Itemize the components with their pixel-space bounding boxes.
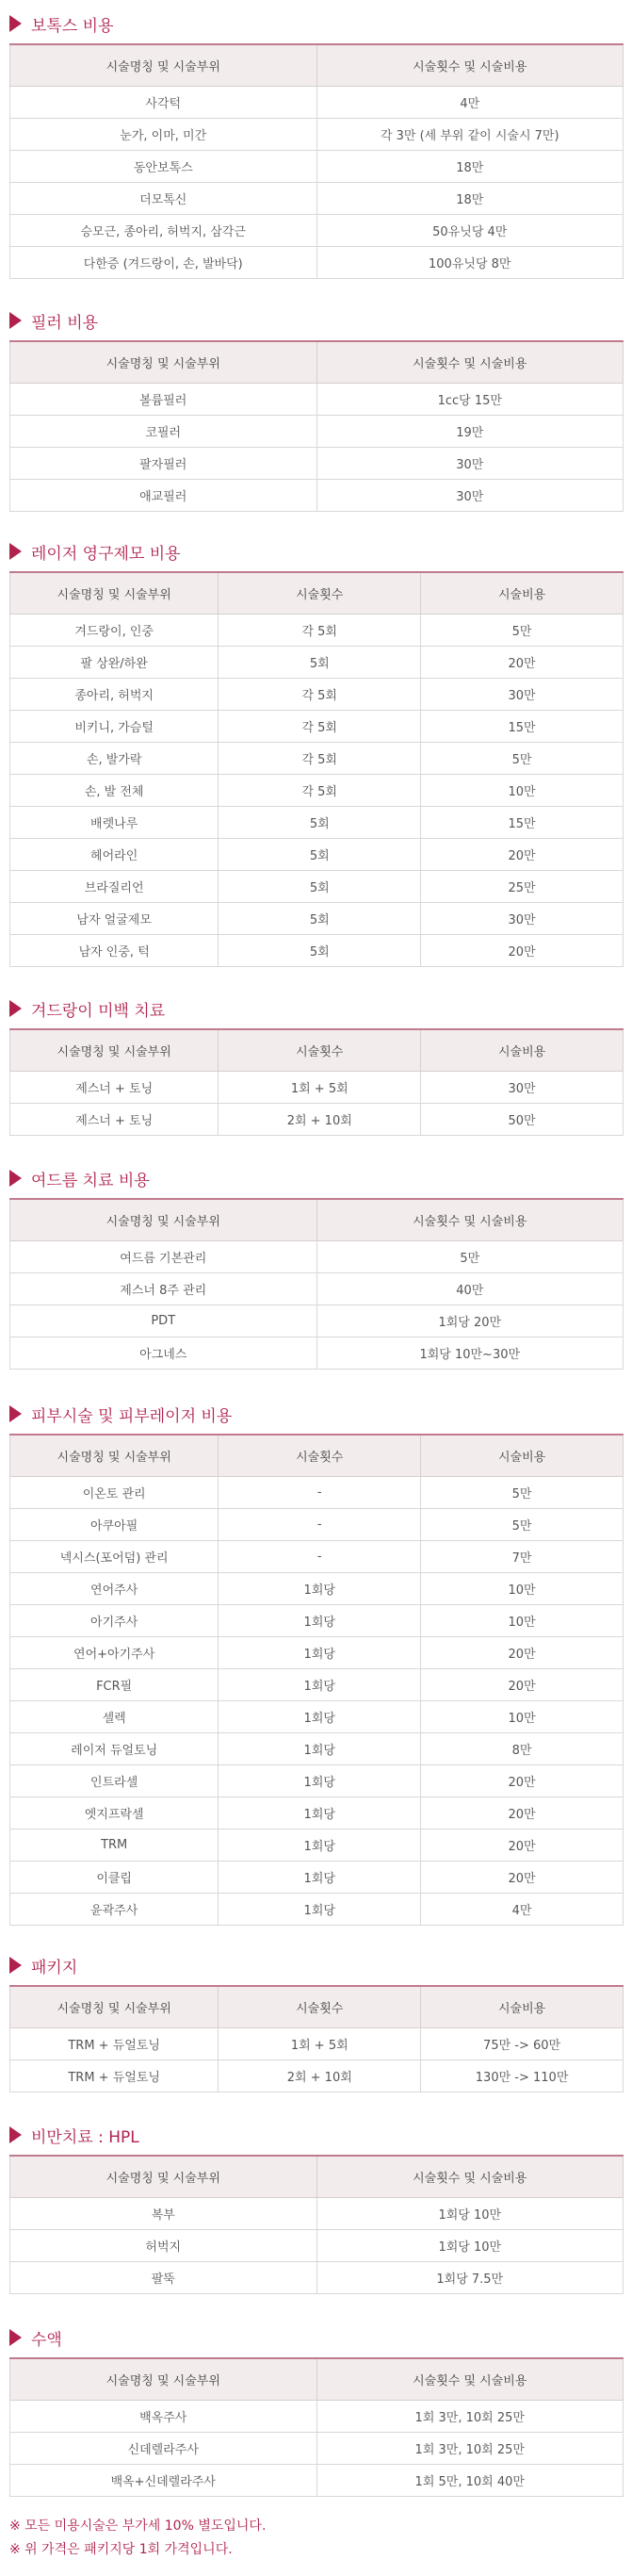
table-cell: 1회 + 5회 (219, 2028, 421, 2060)
table-cell: 1회당 10만 (316, 2230, 624, 2262)
table-row (10, 1862, 624, 1894)
table-cell: 4만 (421, 1894, 624, 1926)
table-row (10, 807, 624, 839)
table-row (10, 1509, 624, 1541)
price-section (0, 9, 632, 279)
table-cell: 1회당 (219, 1797, 421, 1829)
price-section (0, 2121, 632, 2294)
column-header: 시술비용 (421, 1435, 624, 1477)
section-title-text: 수액 (31, 2330, 62, 2350)
table-cell: 손, 발가락 (10, 743, 219, 775)
table-row (10, 1573, 624, 1605)
table-row (10, 1477, 624, 1509)
triangle-bullet-icon (9, 543, 22, 560)
price-table (9, 43, 624, 279)
table-cell: 20만 (421, 647, 624, 679)
price-section (0, 1951, 632, 2092)
table-cell: 볼륨필러 (10, 384, 317, 416)
table-cell: 윤곽주사 (10, 1894, 219, 1926)
table-row (10, 647, 624, 679)
price-section (0, 306, 632, 512)
table-cell: 1회당 (219, 1862, 421, 1894)
table-cell: 코필러 (10, 416, 317, 448)
table-row (10, 1072, 624, 1104)
table-row (10, 1733, 624, 1765)
table-cell: 18만 (316, 151, 624, 183)
table-row (10, 87, 624, 119)
table-cell: 30만 (421, 903, 624, 935)
column-header: 시술횟수 및 시술비용 (316, 2358, 624, 2401)
column-header: 시술명칭 및 시술부위 (10, 1435, 219, 1477)
table-cell: 10만 (421, 1573, 624, 1605)
table-row (10, 1669, 624, 1701)
table-row (10, 839, 624, 871)
table-cell: 아기주사 (10, 1605, 219, 1637)
column-header: 시술비용 (421, 1029, 624, 1072)
table-row (10, 1541, 624, 1573)
price-section (0, 537, 632, 967)
table-cell: TRM (10, 1829, 219, 1862)
price-table (9, 2155, 624, 2294)
table-cell: 2회 + 10회 (219, 1104, 421, 1136)
price-table (9, 571, 624, 967)
table-header-row (10, 1199, 624, 1241)
triangle-bullet-icon (9, 1000, 22, 1017)
table-cell: 아쿠아필 (10, 1509, 219, 1541)
table-cell: 넥시스(포어덤) 관리 (10, 1541, 219, 1573)
table-cell: 1회 3만, 10회 25만 (316, 2433, 624, 2465)
section-title (0, 9, 632, 38)
table-row (10, 1305, 624, 1337)
table-row (10, 2060, 624, 2092)
table-row (10, 2028, 624, 2060)
column-header: 시술횟수 (219, 572, 421, 615)
table-cell: 75만 -> 60만 (421, 2028, 624, 2060)
table-cell: 5회 (219, 935, 421, 967)
table-cell: 제스너 + 토닝 (10, 1104, 219, 1136)
table-cell: 50만 (421, 1104, 624, 1136)
table-cell: TRM + 듀얼토닝 (10, 2028, 219, 2060)
table-cell: 5회 (219, 903, 421, 935)
table-cell: 셀렉 (10, 1701, 219, 1733)
table-cell: 복부 (10, 2198, 317, 2230)
section-title-text: 겨드랑이 미백 치료 (31, 1001, 166, 1021)
table-cell: 20만 (421, 1797, 624, 1829)
table-cell: 19만 (316, 416, 624, 448)
table-header-row (10, 44, 624, 87)
price-section (0, 994, 632, 1136)
table-cell: 허벅지 (10, 2230, 317, 2262)
table-cell: 1회 + 5회 (219, 1072, 421, 1104)
table-row (10, 1797, 624, 1829)
table-cell: 남자 인중, 턱 (10, 935, 219, 967)
table-cell: 신데렐라주사 (10, 2433, 317, 2465)
table-cell: 5만 (421, 1509, 624, 1541)
table-row (10, 215, 624, 247)
table-cell: 종아리, 허벅지 (10, 679, 219, 711)
table-row (10, 1829, 624, 1862)
section-title-text: 여드름 치료 비용 (31, 1171, 150, 1190)
table-cell: 팔 상완/하완 (10, 647, 219, 679)
price-table (9, 2357, 624, 2497)
table-cell: 1회당 (219, 1829, 421, 1862)
table-cell: 연어+아기주사 (10, 1637, 219, 1669)
table-row (10, 183, 624, 215)
table-cell: 100유닛당 8만 (316, 247, 624, 279)
table-row (10, 1765, 624, 1797)
section-title-text: 패키지 (31, 1958, 78, 1977)
table-row (10, 247, 624, 279)
table-row (10, 416, 624, 448)
table-row (10, 1701, 624, 1733)
table-cell: 각 3만 (세 부위 같이 시술시 7만) (316, 119, 624, 151)
column-header: 시술명칭 및 시술부위 (10, 1199, 317, 1241)
table-header-row (10, 2358, 624, 2401)
triangle-bullet-icon (9, 15, 22, 32)
table-cell: 여드름 기본관리 (10, 1241, 317, 1273)
section-title (0, 1400, 632, 1428)
column-header: 시술명칭 및 시술부위 (10, 1986, 219, 2028)
triangle-bullet-icon (9, 1405, 22, 1422)
table-row (10, 2401, 624, 2433)
table-cell: 1회당 (219, 1894, 421, 1926)
table-cell: 15만 (421, 807, 624, 839)
table-cell: 10만 (421, 775, 624, 807)
table-cell: 1cc당 15만 (316, 384, 624, 416)
price-table (9, 1434, 624, 1926)
price-section (0, 1400, 632, 1926)
table-cell: 제스너 8주 관리 (10, 1273, 317, 1305)
table-row (10, 448, 624, 480)
section-title-text: 레이저 영구제모 비용 (31, 544, 181, 564)
table-cell: 인트라셀 (10, 1765, 219, 1797)
table-cell: 18만 (316, 183, 624, 215)
column-header: 시술횟수 (219, 1435, 421, 1477)
table-cell: 1회당 10만 (316, 2198, 624, 2230)
table-cell: 1회당 10만~30만 (316, 1337, 624, 1370)
table-cell: 백옥주사 (10, 2401, 317, 2433)
column-header: 시술횟수 및 시술비용 (316, 2156, 624, 2198)
table-row (10, 1605, 624, 1637)
table-row (10, 2433, 624, 2465)
table-cell: 각 5회 (219, 743, 421, 775)
price-table (9, 1985, 624, 2092)
section-title (0, 1164, 632, 1192)
triangle-bullet-icon (9, 1170, 22, 1187)
table-cell: - (219, 1509, 421, 1541)
price-table (9, 1028, 624, 1136)
table-cell: 130만 -> 110만 (421, 2060, 624, 2092)
table-header-row (10, 1029, 624, 1072)
table-cell: 1회당 (219, 1669, 421, 1701)
table-cell: 헤어라인 (10, 839, 219, 871)
section-title (0, 1951, 632, 1979)
table-cell: 20만 (421, 839, 624, 871)
table-cell: 1회당 (219, 1637, 421, 1669)
table-cell: 겨드랑이, 인중 (10, 615, 219, 647)
column-header: 시술명칭 및 시술부위 (10, 44, 317, 87)
table-cell: PDT (10, 1305, 317, 1337)
column-header: 시술명칭 및 시술부위 (10, 2156, 317, 2198)
table-cell: 30만 (421, 1072, 624, 1104)
section-title (0, 537, 632, 566)
table-row (10, 679, 624, 711)
column-header: 시술비용 (421, 572, 624, 615)
table-row (10, 384, 624, 416)
table-cell: 5회 (219, 871, 421, 903)
triangle-bullet-icon (9, 1957, 22, 1974)
table-cell: 30만 (421, 679, 624, 711)
column-header: 시술명칭 및 시술부위 (10, 2358, 317, 2401)
table-header-row (10, 341, 624, 384)
table-row (10, 871, 624, 903)
table-cell: 10만 (421, 1701, 624, 1733)
table-row (10, 2465, 624, 2497)
table-cell: 1회당 20만 (316, 1305, 624, 1337)
table-row (10, 935, 624, 967)
column-header: 시술명칭 및 시술부위 (10, 341, 317, 384)
table-row (10, 615, 624, 647)
footnotes (0, 2515, 266, 2562)
section-title (0, 2121, 632, 2149)
table-cell: 레이저 듀얼토닝 (10, 1733, 219, 1765)
table-cell: 5회 (219, 647, 421, 679)
section-title (0, 994, 632, 1023)
table-cell: 20만 (421, 935, 624, 967)
price-section (0, 2323, 632, 2497)
table-row (10, 775, 624, 807)
table-cell: 팔뚝 (10, 2262, 317, 2294)
column-header: 시술명칭 및 시술부위 (10, 572, 219, 615)
price-section (0, 1164, 632, 1370)
table-cell: 사각턱 (10, 87, 317, 119)
column-header: 시술횟수 (219, 1986, 421, 2028)
table-cell: 1회당 (219, 1573, 421, 1605)
price-table (9, 1198, 624, 1370)
table-cell: 1회당 (219, 1605, 421, 1637)
table-cell: 손, 발 전체 (10, 775, 219, 807)
table-row (10, 2262, 624, 2294)
table-header-row (10, 572, 624, 615)
column-header: 시술횟수 및 시술비용 (316, 1199, 624, 1241)
table-row (10, 119, 624, 151)
table-row (10, 1337, 624, 1370)
table-cell: 1회당 (219, 1733, 421, 1765)
table-cell: TRM + 듀얼토닝 (10, 2060, 219, 2092)
table-cell: 5만 (421, 743, 624, 775)
table-cell: 배렛나루 (10, 807, 219, 839)
section-title-text: 비만치료 : HPL (31, 2127, 139, 2147)
column-header: 시술횟수 및 시술비용 (316, 341, 624, 384)
table-row (10, 743, 624, 775)
section-title-text: 피부시술 및 피부레이저 비용 (31, 1406, 233, 1426)
table-row (10, 1894, 624, 1926)
triangle-bullet-icon (9, 2329, 22, 2346)
triangle-bullet-icon (9, 312, 22, 329)
table-cell: 제스너 + 토닝 (10, 1072, 219, 1104)
table-cell: 이클립 (10, 1862, 219, 1894)
table-cell: 1회당 7.5만 (316, 2262, 624, 2294)
table-header-row (10, 2156, 624, 2198)
table-cell: 10만 (421, 1605, 624, 1637)
table-cell: 20만 (421, 1669, 624, 1701)
table-cell: 20만 (421, 1637, 624, 1669)
table-cell: 30만 (316, 480, 624, 512)
table-row (10, 1637, 624, 1669)
table-cell: 7만 (421, 1541, 624, 1573)
table-cell: 아그네스 (10, 1337, 317, 1370)
table-cell: 연어주사 (10, 1573, 219, 1605)
table-cell: 5만 (316, 1241, 624, 1273)
table-cell: 50유닛당 4만 (316, 215, 624, 247)
table-cell: 엣지프락셀 (10, 1797, 219, 1829)
table-row (10, 903, 624, 935)
table-row (10, 2198, 624, 2230)
table-cell: 20만 (421, 1829, 624, 1862)
table-cell: 30만 (316, 448, 624, 480)
table-row (10, 1273, 624, 1305)
table-row (10, 151, 624, 183)
footnote: ※ 모든 미용시술은 부가세 10% 별도입니다. (9, 2519, 267, 2534)
table-cell: 비키니, 가슴털 (10, 711, 219, 743)
table-cell: 5만 (421, 1477, 624, 1509)
table-cell: 눈가, 이마, 미간 (10, 119, 317, 151)
table-cell: 1회 5만, 10회 40만 (316, 2465, 624, 2497)
section-title (0, 2323, 632, 2352)
table-cell: 1회 3만, 10회 25만 (316, 2401, 624, 2433)
table-cell: 5회 (219, 839, 421, 871)
table-cell: 각 5회 (219, 615, 421, 647)
table-cell: 동안보톡스 (10, 151, 317, 183)
table-header-row (10, 1986, 624, 2028)
table-cell: FCR필 (10, 1669, 219, 1701)
table-cell: 2회 + 10회 (219, 2060, 421, 2092)
section-title-text: 필러 비용 (31, 313, 99, 333)
price-table (9, 340, 624, 512)
table-cell: 20만 (421, 1765, 624, 1797)
table-row (10, 1241, 624, 1273)
table-cell: 각 5회 (219, 711, 421, 743)
table-row (10, 480, 624, 512)
table-cell: 15만 (421, 711, 624, 743)
table-row (10, 1104, 624, 1136)
section-title (0, 306, 632, 335)
table-cell: 8만 (421, 1733, 624, 1765)
table-cell: 팔자필러 (10, 448, 317, 480)
table-cell: 더모톡신 (10, 183, 317, 215)
table-cell: 백옥+신데렐라주사 (10, 2465, 317, 2497)
table-cell: 승모근, 종아리, 허벅지, 삼각근 (10, 215, 317, 247)
table-cell: - (219, 1477, 421, 1509)
table-header-row (10, 1435, 624, 1477)
table-cell: - (219, 1541, 421, 1573)
table-cell: 이온토 관리 (10, 1477, 219, 1509)
table-cell: 1회당 (219, 1765, 421, 1797)
table-cell: 브라질리언 (10, 871, 219, 903)
column-header: 시술명칭 및 시술부위 (10, 1029, 219, 1072)
footnote: ※ 위 가격은 패키지당 1회 가격입니다. (9, 2542, 233, 2557)
table-cell: 1회당 (219, 1701, 421, 1733)
table-cell: 남자 얼굴제모 (10, 903, 219, 935)
table-cell: 25만 (421, 871, 624, 903)
table-cell: 40만 (316, 1273, 624, 1305)
column-header: 시술횟수 및 시술비용 (316, 44, 624, 87)
table-cell: 20만 (421, 1862, 624, 1894)
section-title-text: 보톡스 비용 (31, 16, 114, 36)
column-header: 시술횟수 (219, 1029, 421, 1072)
table-cell: 다한증 (겨드랑이, 손, 발바닥) (10, 247, 317, 279)
table-cell: 각 5회 (219, 775, 421, 807)
column-header: 시술비용 (421, 1986, 624, 2028)
triangle-bullet-icon (9, 2126, 22, 2143)
table-cell: 애교필러 (10, 480, 317, 512)
table-cell: 각 5회 (219, 679, 421, 711)
table-row (10, 2230, 624, 2262)
table-cell: 5만 (421, 615, 624, 647)
table-cell: 4만 (316, 87, 624, 119)
table-row (10, 711, 624, 743)
table-cell: 5회 (219, 807, 421, 839)
